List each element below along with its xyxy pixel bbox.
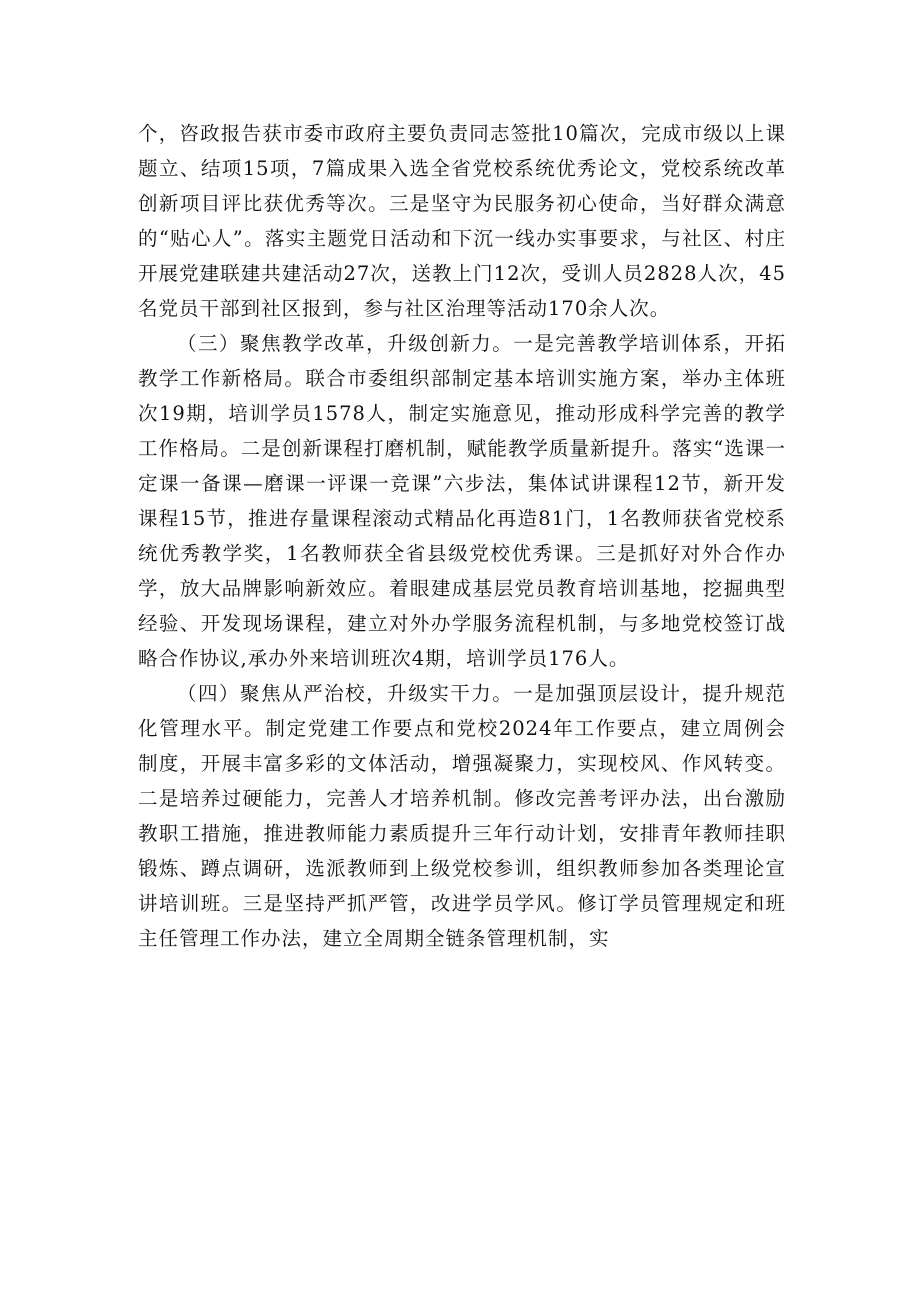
paragraph-teaching-reform: （三）聚焦教学改革，升级创新力。一是完善教学培训体系，开拓教学工作新格局。联合市委组织部制定基本培训实施方案，举办主体班次19期，培训学员1578人，制定实施意见，推动形成科学完善的教学工作格局。二是创新课程打磨机制，赋能教学质量新提升。落实“选课一定课一备课—磨课一评课一竞课”六步法，集体试讲课程12节，新开发课程15节，推进存量课程滚动式精品化再造81门，1名教师获省党校系统优秀教学奖，1名教师获全省县级党校优秀课。三是抓好对外合作办学，放大品牌影响新效应。着眼建成基层党员教育培训基地，挖掘典型经验、开发现场课程，建立对外办学服务流程机制，与多地党校签订战略合作协议,承办外来培训班次4期，培训学员176人。 <box>138 332 786 670</box>
paragraph-strict-governance: （四）聚焦从严治校，升级实干力。一是加强顶层设计，提升规范化管理水平。制定党建工作要点和党校2024年工作要点，建立周例会制度，开展丰富多彩的文体活动，增强凝聚力，实现校风、作风转变。二是培养过硬能力，完善人才培养机制。修改完善考评办法，出台激励教职工措施，推进教师能力素质提升三年行动计划，安排青年教师挂职锻炼、蹲点调研，选派教师到上级党校参训，组织教师参加各类理论宣讲培训班。三是坚持严抓严管，改进学员学风。修订学员管理规定和班主任管理工作办法，建立全周期全链条管理机制，实 <box>138 682 786 950</box>
document-body <box>138 116 786 956</box>
paragraph-continuation: 个，咨政报告获市委市政府主要负责同志签批10篇次，完成市级以上课题立、结项15项，7篇成果入选全省党校系统优秀论文，党校系统改革创新项目评比获优秀等次。三是坚守为民服务初心使命，当好群众满意的“贴心人”。落实主题党日活动和下沉一线办实事要求，与社区、村庄开展党建联建共建活动27次，送教上门12次，受训人员2828人次，45名党员干部到社区报到，参与社区治理等活动170余人次。 <box>138 122 786 320</box>
